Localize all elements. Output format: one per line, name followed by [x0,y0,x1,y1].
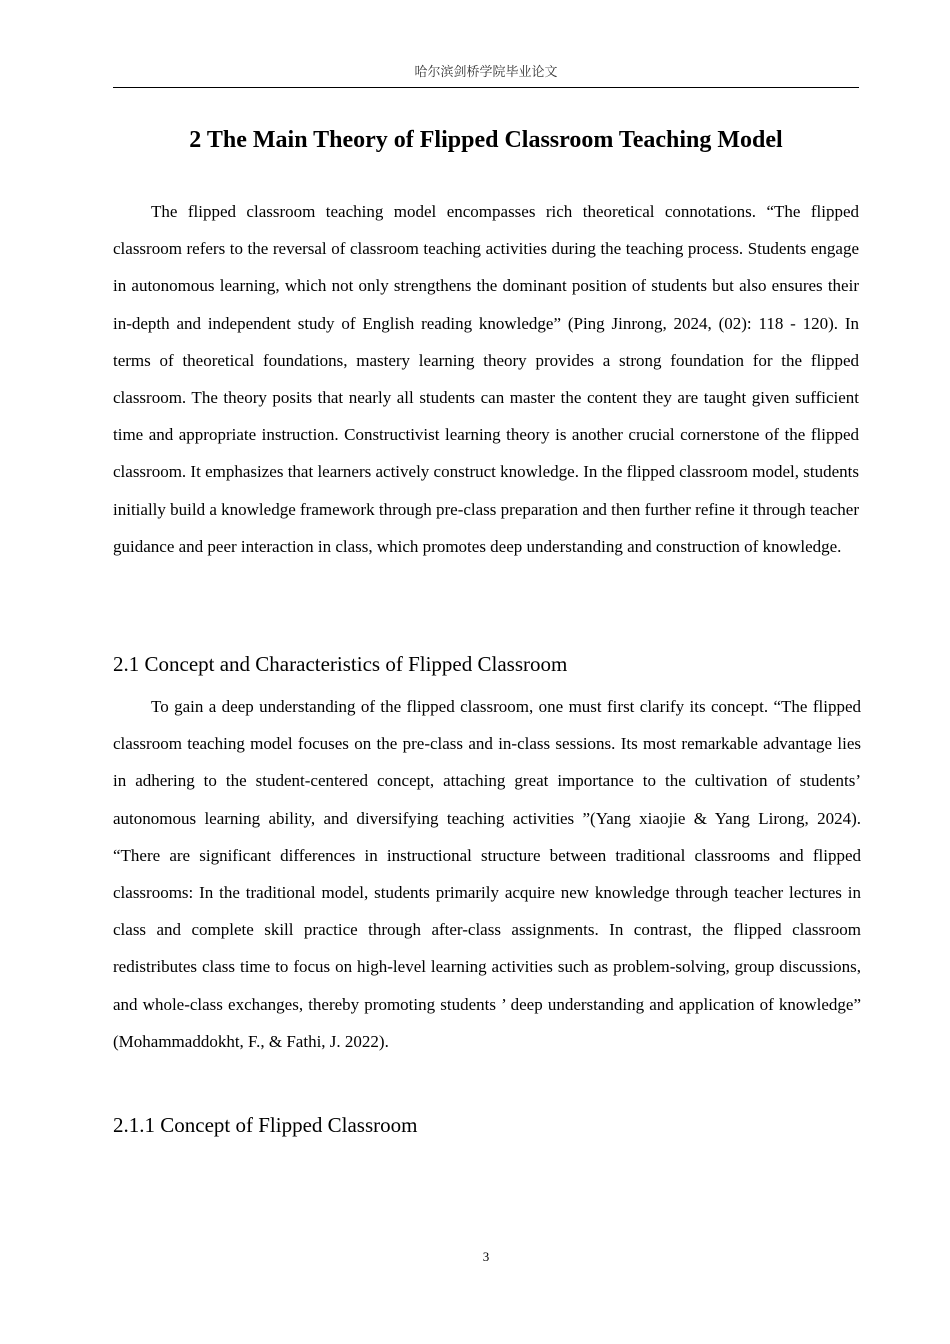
header-rule [113,87,859,88]
concept-paragraph: To gain a deep understanding of the flipped classroom, one must first clarify its concept. “The flipped classroom teaching model focuses on the pre-class and in-class sessions. Its most remarkable advantage lies in adhering to the student-centered concept, attaching great importance to the cultivation of students’ autonomous learning ability, and diversifying teaching activities ”(Yang xiaojie & Yang Lirong, 2024). “There are significant differences in instructional structure between traditional classrooms and flipped classrooms: In the traditional model, students primarily acquire new knowledge through teacher lectures in class and complete skill practice through after-class assignments. In contrast, the flipped classroom redistributes class time to focus on high-level learning activities such as problem-solving, group discussions, and whole-class exchanges, thereby promoting students ’ deep understanding and application of knowledge” (Mohammaddokht, F., & Fathi, J. 2022). [113,697,861,1051]
section-heading-2-1-1: 2.1.1 Concept of Flipped Classroom [113,1113,418,1137]
chapter-title: 2 The Main Theory of Flipped Classroom Teaching Model [189,127,783,153]
running-header: 哈尔滨剑桥学院毕业论文 [414,65,558,80]
intro-paragraph: The flipped classroom teaching model encompasses rich theoretical connotations. “The flipped classroom refers to the reversal of classroom teaching activities during the teaching process. Students engage in autonomous learning, which not only strengthens the dominant position of students but also ensures their in-depth and independent study of English reading knowledge” (Ping Jinrong, 2024, (02): 118 - 120). In terms of theoretical foundations, mastery learning theory provides a strong foundation for the flipped classroom. The theory posits that nearly all students can master the content they are taught given sufficient time and appropriate instruction. Constructivist learning theory is another crucial cornerstone of the flipped classroom. It emphasizes that learners actively construct knowledge. In the flipped classroom model, students initially build a knowledge framework through pre-class preparation and then further refine it through teacher guidance and peer interaction in class, which promotes deep understanding and construction of knowledge. [113,202,859,556]
page-number: 3 [482,1249,490,1264]
section-heading-2-1: 2.1 Concept and Characteristics of Flipped Classroom [113,652,568,676]
